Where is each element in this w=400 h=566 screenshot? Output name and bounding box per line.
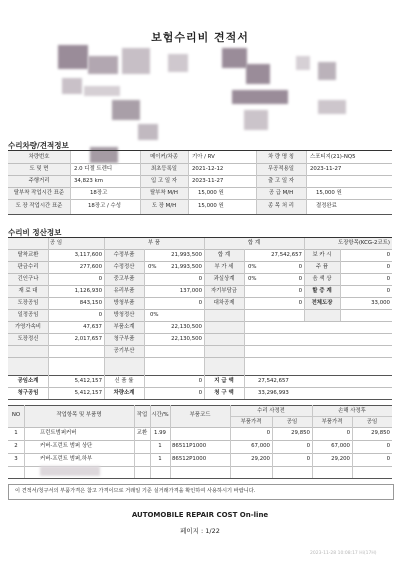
labor-row-value: 47,637: [83, 324, 102, 330]
parts-row-label: 부품소계: [113, 324, 135, 330]
car-subtotal-label: 차량소계: [113, 390, 135, 396]
col-line: [188, 151, 189, 214]
parts-row-label: 중고부품: [113, 276, 135, 282]
after-labor-header: 공임: [366, 419, 378, 425]
row-line: [8, 345, 392, 346]
redaction-block: [246, 64, 270, 84]
row-price-after: 67,000: [331, 443, 350, 449]
col-line: [312, 405, 313, 478]
mgmt-label: 종 목 처 리: [268, 203, 294, 209]
paint-row-value: 0: [386, 264, 390, 270]
redaction-block: [296, 56, 310, 70]
paint-row-label: 할 증 계: [312, 288, 332, 294]
paint-row-label: 음 색 상: [312, 276, 332, 282]
row-line: [8, 375, 392, 376]
item-header: 작업항목 및 부품명: [56, 412, 102, 418]
parts-row-value: 0%: [150, 312, 159, 318]
total-row-value: 0: [298, 300, 302, 306]
row-item: 프런트범퍼커버: [40, 430, 77, 436]
row-price-before: 29,200: [251, 456, 270, 462]
labor-row-label: 도장정신: [17, 336, 39, 342]
labor-row-label: 탈착교환: [17, 252, 39, 258]
total-row-label: 합 계: [217, 252, 231, 258]
disclaimer-box: [8, 484, 394, 500]
row-labor-before: 29,850: [291, 430, 310, 436]
row-price-before: 67,000: [251, 443, 270, 449]
row-line: [8, 478, 392, 479]
labor-subtotal-value: 5,412,157: [74, 378, 102, 384]
vehicle-section-title: 수리차량/견적정보: [8, 141, 69, 150]
paint-hours-value: 18장고 / 수성: [88, 203, 121, 209]
labor-row-value: 843,150: [79, 300, 102, 306]
labor-row-value: 3,117,600: [74, 252, 102, 258]
row-line: [8, 175, 392, 176]
row-line: [8, 453, 392, 454]
row-line: [8, 387, 392, 388]
paint-row-label: 전체도장: [311, 300, 333, 306]
paint-row-value: 0: [386, 276, 390, 282]
paint-hours-label: 도 장 작업시간 표준: [15, 203, 63, 209]
pay-total-value: 27,542,657: [258, 378, 289, 384]
row-line: [8, 399, 392, 400]
claim-total-label: 청 구 액: [214, 390, 234, 396]
labor-subtotal-label: 공임소계: [17, 378, 39, 384]
model-label: 도 및 면: [29, 166, 49, 172]
col-line: [306, 151, 307, 214]
disclaimer-text: 이 견적서/청구서의 부품가격은 참고 가격이므로 거래일 기준 실거래가격을 확인하여 사용하시기 바랍니다.: [15, 488, 256, 494]
footer-brand: AUTOMOBILE REPAIR COST On-line: [131, 511, 269, 519]
row-line: [8, 440, 392, 441]
in-date-label: 입 고 일 자: [151, 178, 177, 184]
parts-row-value: 22,130,500: [171, 324, 202, 330]
time-header: 시간/%: [151, 412, 169, 418]
paint-header: 도장항목(KCG-2코트): [338, 240, 391, 246]
paint-row-value: 0: [386, 252, 390, 258]
labor-rate-label: 탈부착 M/H: [150, 190, 178, 196]
parts-row-label: 방청부품: [113, 300, 135, 306]
redaction-block: [232, 90, 288, 104]
car-subtotal-value: 0: [198, 390, 202, 396]
out-date-label: 출 고 일 자: [268, 178, 294, 184]
labor-row-value: 0: [98, 276, 102, 282]
redaction-block: [88, 56, 118, 74]
general-rate-value: 15,000 원: [316, 190, 342, 196]
new-parts-value: 0: [198, 378, 202, 384]
labor-row-value: 277,600: [79, 264, 102, 270]
paint-rate-value: 15,000 원: [198, 203, 224, 209]
col-line: [244, 249, 245, 399]
row-code: 86511P1000: [172, 443, 207, 449]
labor-hours-label: 탈부착 작업시간 표준: [13, 190, 65, 196]
car-name-value: 스포티지(21)-NQ5: [310, 154, 356, 160]
row-price-after: 29,200: [331, 456, 350, 462]
mileage-label: 주행거리: [28, 178, 50, 184]
first-reg-label: 최초등록일: [150, 166, 178, 172]
new-parts-label: 신 품 률: [114, 378, 134, 384]
parts-row-value: 21,993,500: [171, 252, 202, 258]
before-header: 수리 사정전: [257, 408, 285, 414]
parts-row-label: 방청정산: [113, 312, 135, 318]
after-price-header: 부품가격: [321, 419, 343, 425]
col-line: [48, 238, 49, 399]
redaction-block: [40, 466, 100, 476]
row-line: [8, 357, 392, 358]
row-price-after: 0: [346, 430, 350, 436]
mgmt-value: 결정완료: [316, 203, 337, 209]
total-row-label: 자기부담금: [210, 288, 238, 294]
maker-label: 메이커/차종: [150, 154, 178, 160]
before-price-header: 부품가격: [240, 419, 262, 425]
redaction-block: [122, 48, 150, 74]
parts-row-label: 수정정산: [113, 264, 135, 270]
row-line: [8, 249, 392, 250]
row-line: [8, 297, 392, 298]
row-line: [8, 273, 392, 274]
row-labor-before: 0: [306, 443, 310, 449]
paint-row-label: 보 카 시: [312, 252, 332, 258]
work-header: 작업: [136, 412, 148, 418]
row-labor-after: 29,850: [371, 430, 390, 436]
col-line: [204, 238, 205, 399]
total-row-label: 부 가 세: [214, 264, 234, 270]
labor-rate-value: 15,000 원: [198, 190, 224, 196]
labor-row-value: 2,017,657: [74, 336, 102, 342]
parts-row-label: 수정부품: [113, 252, 135, 258]
document-title: 보험수리비 견적서: [151, 31, 249, 44]
labor-row-value: 0: [98, 312, 102, 318]
claim-total-value: 33,296,993: [258, 390, 289, 396]
before-labor-header: 공임: [286, 419, 298, 425]
labor-header: 공 임: [49, 240, 63, 246]
row-time: 1: [158, 443, 162, 449]
total-row-value: 27,542,657: [271, 252, 302, 258]
total-header: 합 계: [247, 240, 261, 246]
row-line: [8, 261, 392, 262]
row-line: [8, 333, 392, 334]
redaction-block: [244, 110, 268, 130]
labor-row-label: 도장공임: [17, 300, 39, 306]
parts-row-value: 0: [198, 276, 202, 282]
labor-row-label: 긴인구나: [17, 276, 39, 282]
col-line: [340, 249, 341, 321]
first-reg-value: 2021-12-12: [192, 166, 224, 172]
parts-row-label: 공기부산: [113, 348, 135, 354]
row-line: [8, 321, 392, 322]
row-line: [8, 187, 392, 188]
redaction-block: [112, 100, 140, 120]
redaction-block: [318, 100, 346, 114]
parts-header: 부 품: [147, 240, 161, 246]
no-accident-value: 2023-11-27: [310, 166, 342, 172]
paint-row-label: 주 퓸: [315, 264, 329, 270]
labor-row-label: 판금수리: [17, 264, 39, 270]
no-header: NO: [11, 412, 21, 418]
row-line: [8, 405, 392, 406]
labor-hours-value: 18장고: [90, 190, 108, 196]
redaction-block: [62, 78, 82, 94]
total-row-label: 과실상계: [213, 276, 235, 282]
pay-total-label: 지 급 액: [214, 378, 234, 384]
row-no: 1: [14, 430, 18, 436]
paint-row-value: 0: [386, 288, 390, 294]
labor-row-value: 1,126,930: [74, 288, 102, 294]
code-header: 부품코드: [189, 412, 211, 418]
parts-row-label: 청구부품: [113, 336, 135, 342]
page-number: 페이지 : 1/22: [180, 527, 220, 535]
row-labor-before: 0: [306, 456, 310, 462]
labor-row-label: 일정공임: [17, 312, 39, 318]
row-line: [8, 163, 392, 164]
row-labor-after: 0: [386, 443, 390, 449]
redaction-block: [84, 86, 120, 96]
total-row-value: 0: [298, 264, 302, 270]
mileage-value: 34,823 km: [74, 178, 103, 184]
row-line: [8, 199, 392, 200]
redaction-block: [318, 62, 336, 80]
row-work: 교환: [136, 430, 148, 436]
parts-row-value: 22,130,500: [171, 336, 202, 342]
general-rate-label: 공 급 M/H: [268, 190, 294, 196]
total-row-value: 0: [298, 288, 302, 294]
row-time: 1.99: [153, 430, 166, 436]
reg-no-label: 차량번호: [28, 154, 50, 160]
claim-labor-label: 청구공임: [17, 390, 39, 396]
in-date-value: 2023-11-27: [192, 178, 224, 184]
total-row-pct: 0%: [248, 264, 257, 270]
redaction-block: [168, 54, 188, 72]
row-line: [8, 214, 392, 215]
row-no: 2: [14, 443, 18, 449]
parts-row-pct: 0%: [148, 264, 157, 270]
row-no: 3: [14, 456, 18, 462]
print-timestamp: 2023-11-28 10:08:17 Hi(17H): [310, 551, 377, 556]
paint-row-value: 33,000: [371, 300, 390, 306]
total-row-pct: 0%: [248, 276, 257, 282]
total-row-value: 0: [298, 276, 302, 282]
claim-labor-value: 5,412,157: [74, 390, 102, 396]
labor-row-label: 재 료 대: [18, 288, 38, 294]
paint-rate-label: 도 장 M/H: [151, 203, 177, 209]
redaction-block: [138, 124, 158, 140]
model-value: 2.0 디젤 트렌디: [74, 166, 113, 172]
row-line: [8, 427, 392, 428]
redaction-block: [58, 45, 88, 69]
row-item: 커버-프런트 범퍼 상단: [40, 443, 93, 449]
row-code: 86512P1000: [172, 456, 207, 462]
col-line: [70, 151, 71, 214]
parts-row-value: 21,993,500: [171, 264, 202, 270]
row-time: 1: [158, 456, 162, 462]
row-labor-after: 0: [386, 456, 390, 462]
col-line: [230, 405, 231, 478]
after-header: 손해 사정후: [338, 408, 366, 414]
maker-value: 기아 / RV: [192, 154, 215, 160]
parts-row-value: 0: [198, 300, 202, 306]
row-line: [8, 285, 392, 286]
parts-row-label: 유리부품: [113, 288, 135, 294]
row-item: 커버-프런트 범퍼,하부: [40, 456, 93, 462]
labor-row-label: 가영가속비: [14, 324, 42, 330]
car-name-label: 차 량 명 칭: [268, 154, 294, 160]
col-line: [144, 249, 145, 399]
settlement-section-title: 수리비 정산정보: [8, 228, 62, 237]
row-line: [230, 416, 392, 417]
parts-row-value: 137,000: [179, 288, 202, 294]
row-price-before: 0: [266, 430, 270, 436]
row-line: [8, 309, 392, 310]
no-accident-label: 무공적용일: [267, 166, 295, 172]
total-row-label: 대차공제: [213, 300, 235, 306]
redaction-block: [222, 48, 247, 68]
